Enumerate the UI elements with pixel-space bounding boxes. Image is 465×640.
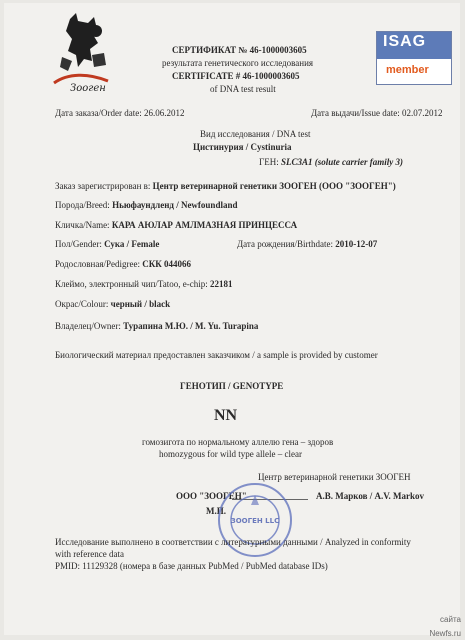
order-registration-label: Заказ зарегистрирован в:	[55, 181, 151, 191]
dog-name-value: КАРА АЮЛАР АМЛМАЗНАЯ ПРИНЦЕССА	[111, 220, 298, 230]
breed-label: Порода/Breed:	[55, 200, 110, 210]
stamp-text: ЗООГЕН LLC	[230, 517, 280, 525]
issue-date	[311, 108, 443, 118]
signature-name: А.В. Марков / A.V. Markov	[316, 491, 425, 501]
gender-label: Пол/Gender:	[55, 239, 102, 249]
genotype-value: NN	[214, 407, 238, 424]
birthdate	[237, 239, 377, 249]
birthdate-label: Дата рождения/Birthdate:	[237, 239, 334, 249]
signature-mp: М.П.	[206, 506, 226, 516]
zoogen-logo-text: Зооген	[70, 83, 106, 94]
watermark-site-ru: сайта	[440, 615, 461, 624]
isag-member-logo	[376, 31, 452, 85]
dog-name	[55, 220, 297, 230]
gene	[259, 157, 403, 167]
footer-reference: with reference data	[55, 549, 124, 559]
result-subtitle-en: of DNA test result	[210, 84, 276, 94]
order-registration	[55, 181, 396, 191]
tattoo-chip-value: 22181	[210, 279, 233, 289]
dog-name-label: Кличка/Name:	[55, 220, 110, 230]
signature-center: Центр ветеринарной генетики ЗООГЕН	[258, 472, 411, 482]
zoogen-logo	[48, 9, 128, 95]
order-date-value: 26.06.2012	[144, 108, 185, 118]
gender-value: Сука / Female	[104, 239, 160, 249]
certificate-title-ru: СЕРТИФИКАТ № 46-1000003605	[172, 45, 307, 55]
issue-date-value: 02.07.2012	[402, 108, 443, 118]
owner	[55, 321, 258, 331]
pedigree-label: Родословная/Pedigree:	[55, 259, 140, 269]
colour-value: черный / black	[110, 299, 171, 309]
zoogen-stamp	[216, 481, 294, 559]
order-date	[55, 108, 185, 118]
pedigree	[55, 259, 191, 269]
watermark-site: Newfs.ru	[429, 629, 461, 638]
result-subtitle-ru: результата генетического исследования	[162, 58, 314, 68]
certificate-title-en: CERTIFICATE # 46-1000003605	[172, 71, 300, 81]
owner-value: Турапина М.Ю. / M. Yu. Turapina	[123, 321, 259, 331]
genotype-description-ru: гомозигота по нормальному аллелю гена – здоров	[142, 437, 334, 447]
isag-logo-text: ISAG	[383, 33, 427, 50]
tattoo-chip	[55, 279, 233, 289]
order-registration-value: Центр ветеринарной генетики ЗООГЕН (ООО "ЗООГЕН")	[152, 181, 396, 191]
order-date-label: Дата заказа/Order date:	[55, 108, 142, 118]
material-note: Биологический материал предоставлен заказчиком / a sample is provided by customer	[55, 350, 378, 360]
colour-label: Окрас/Colour:	[55, 299, 109, 309]
certificate-page	[4, 3, 460, 635]
genotype-description-en: homozygous for wild type allele – clear	[159, 449, 302, 459]
issue-date-label: Дата выдачи/Issue date:	[311, 108, 400, 118]
pedigree-value: СКК 044066	[142, 259, 192, 269]
gene-value: SLC3A1 (solute carrier family 3)	[280, 157, 403, 167]
dna-test-label: Вид исследования / DNA test	[200, 129, 311, 139]
breed	[55, 200, 237, 210]
isag-member-text: member	[386, 64, 429, 76]
gender	[55, 239, 159, 249]
owner-label: Владелец/Owner:	[55, 321, 121, 331]
gene-label: ГЕН:	[259, 157, 279, 167]
signature-org: ООО "ЗООГЕН"	[176, 491, 247, 501]
dna-test-name: Цистинурия / Cystinuria	[193, 142, 292, 152]
genotype-label: ГЕНОТИП / GENOTYPE	[180, 381, 284, 391]
breed-value: Ньюфаундленд / Newfoundland	[112, 200, 238, 210]
colour	[55, 299, 170, 309]
footer-conformity: Исследование выполнено в соответствии с литературными данными / Analyzed in conformity	[55, 537, 411, 547]
birthdate-value: 2010-12-07	[335, 239, 378, 249]
footer-pmid: PMID: 11129328 (номера в базе данных PubMed / PubMed database IDs)	[55, 561, 328, 571]
tattoo-chip-label: Клеймо, электронный чип/Tatoo, e-chip:	[55, 279, 208, 289]
